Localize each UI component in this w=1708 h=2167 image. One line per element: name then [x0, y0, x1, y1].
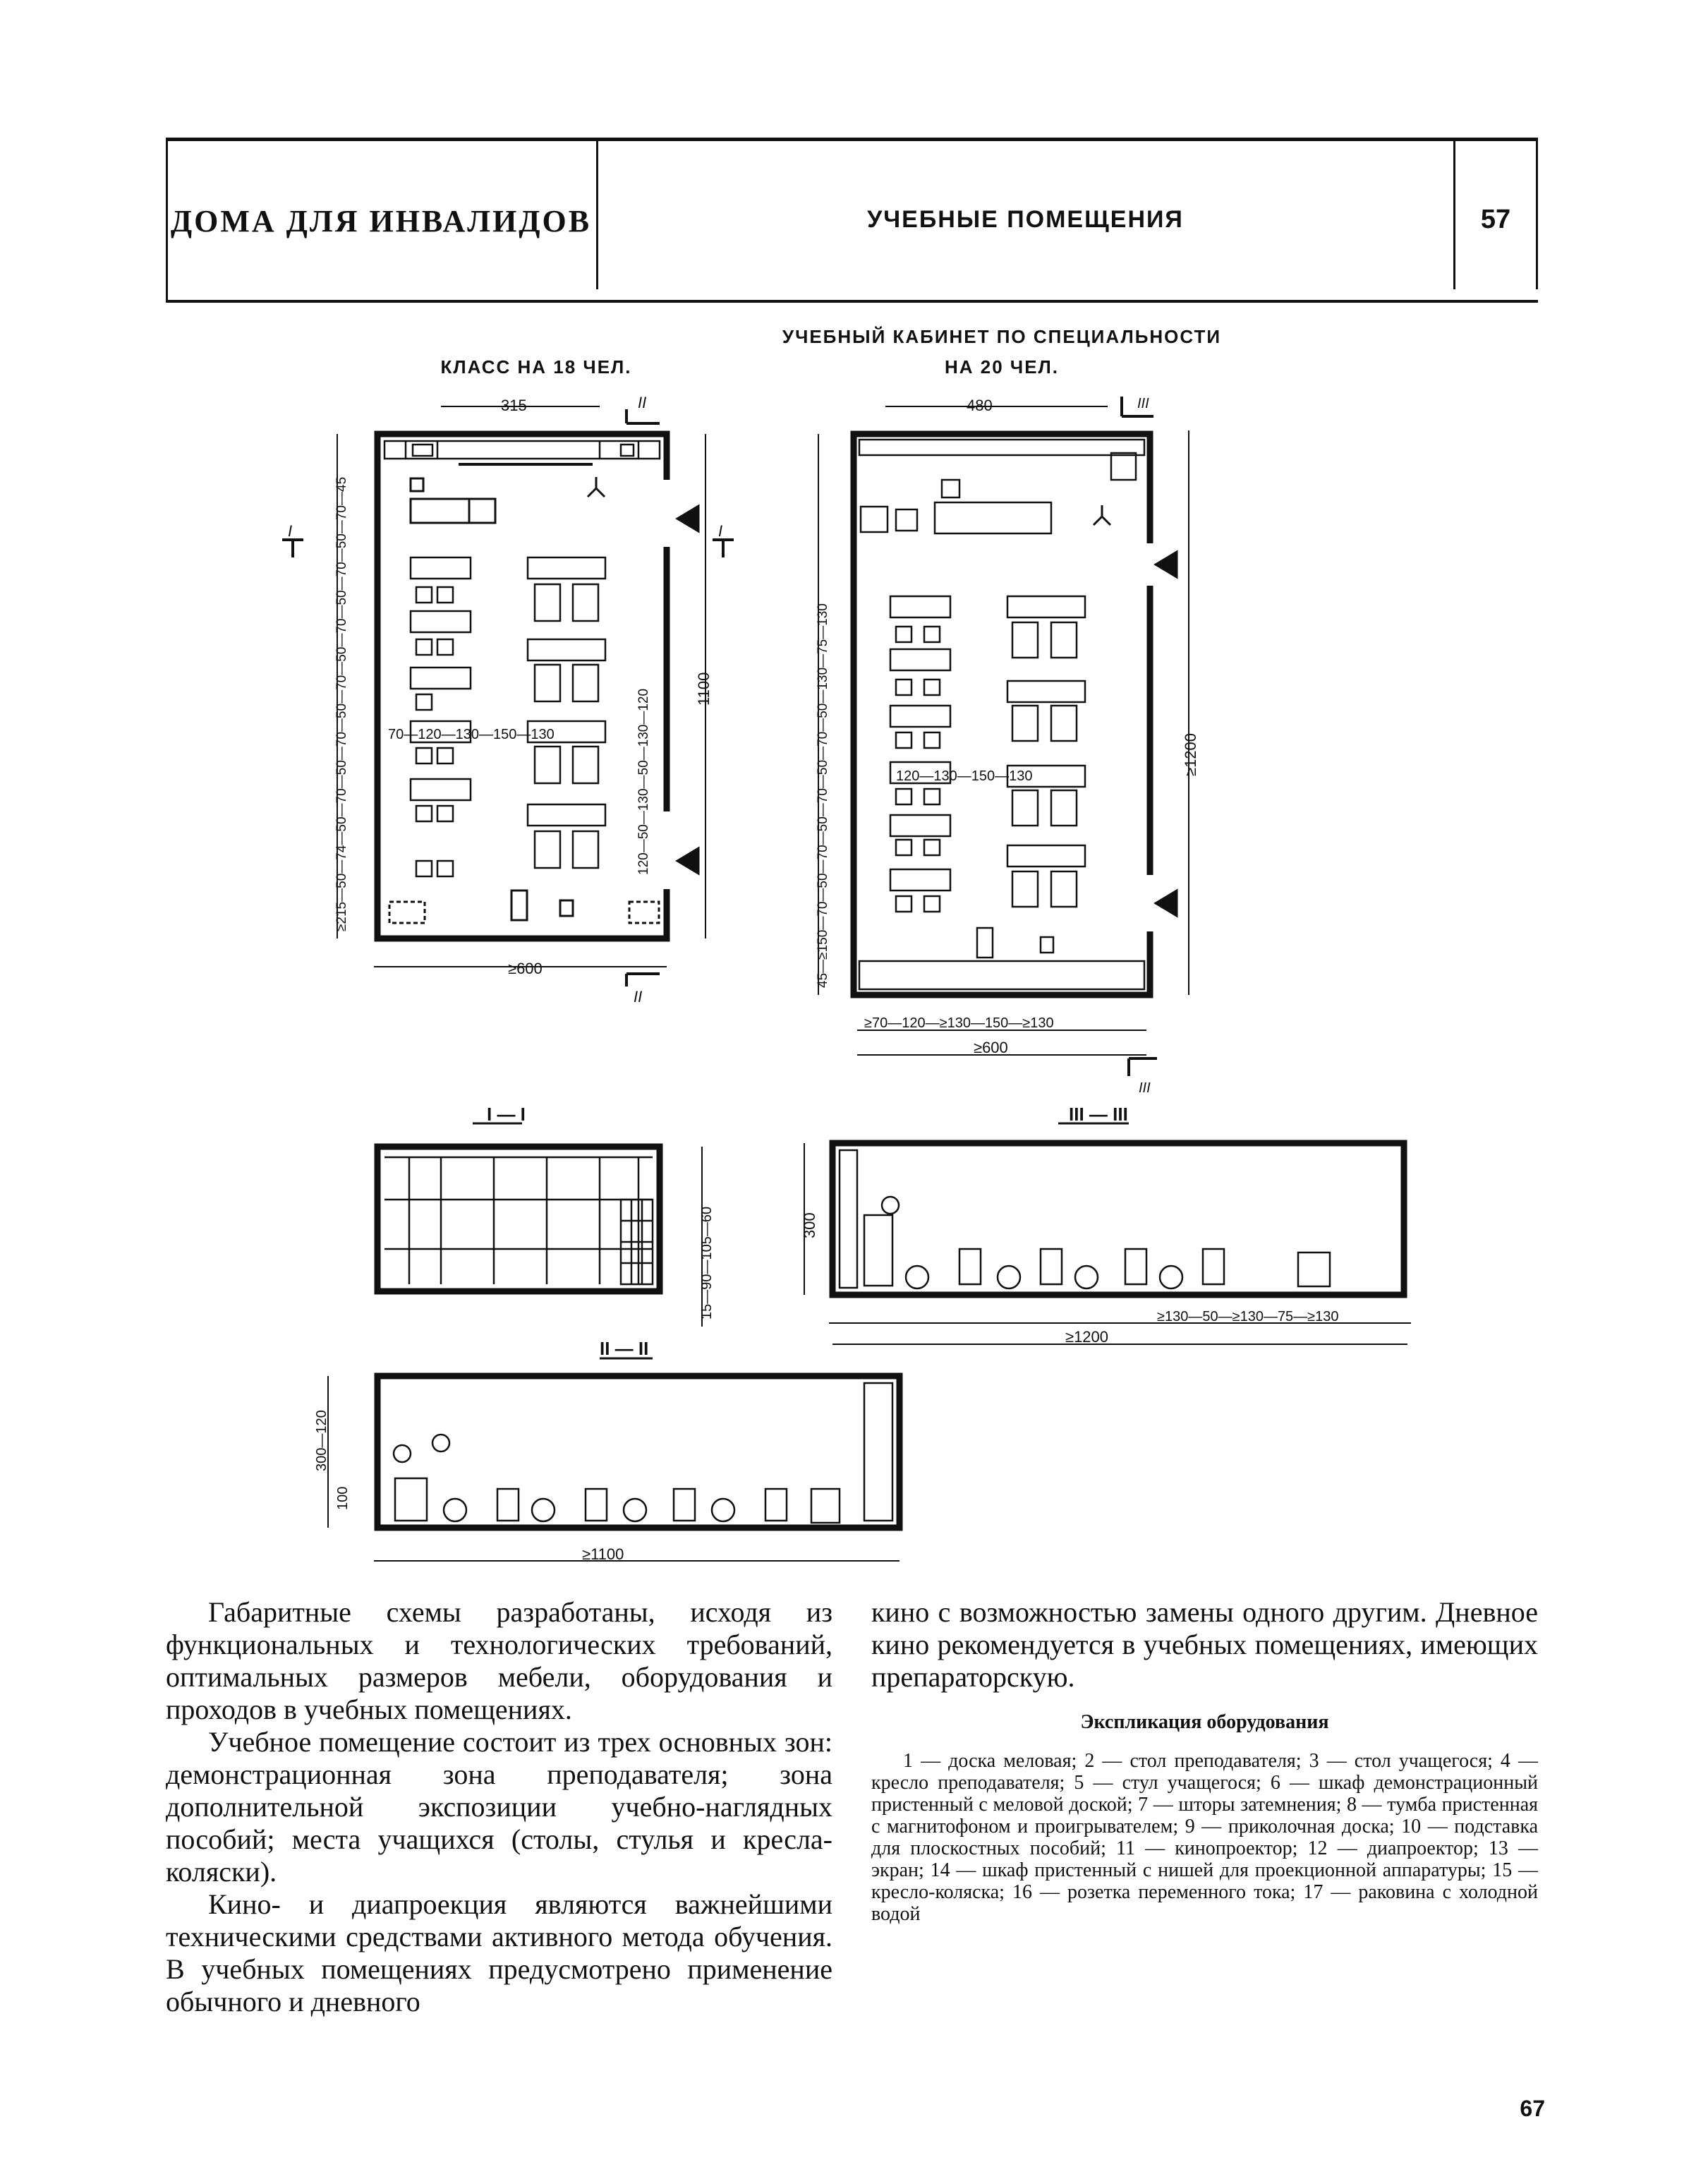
section-2-total: ≥1100 [582, 1545, 624, 1563]
text-right-column [871, 1596, 1538, 1694]
section-1-dims: 15—90—105—60 [699, 1206, 715, 1320]
cabinet-left-desks [890, 596, 950, 912]
left-paragraph-2: Учебное помещение состоит из трех основных зон: демонстрационная зона преподавателя; зона дополнительной экспозиции учебно-наглядных пособий; места учащихся (столы, стулья и кресла-коляски). [166, 1726, 832, 1888]
class-stand-icon [588, 477, 605, 497]
cabinet-dim-right-label: ≥1200 [1182, 732, 1199, 776]
class-dim-side-label: 120—50—130—50—130—120 [636, 688, 651, 875]
class-caption: КЛАСС НА 18 ЧЕЛ. [440, 356, 632, 378]
class-right-desks [528, 557, 605, 868]
cabinet-tumba [861, 507, 888, 532]
cabinet-teacher-chair [942, 480, 959, 497]
cabinet-door-arrow-bottom [1156, 891, 1177, 916]
class-dim-row-label: 70—120—130—150—130 [388, 727, 555, 742]
section-2-2 [328, 1358, 900, 1561]
mark-i-right: I [718, 522, 723, 540]
class-dim-right-label: 1100 [695, 672, 713, 706]
mark-iii-top: III [1137, 396, 1149, 411]
cabinet-stand-icon [1094, 505, 1110, 525]
section-3-total: ≥1200 [1065, 1328, 1109, 1346]
class-teacher-desk [411, 499, 495, 523]
section-2-title: II — II [600, 1338, 649, 1359]
section-3-row: ≥130—50—≥130—75—≥130 [1157, 1309, 1339, 1324]
cabinet-dim-left-label: 45—≥150—70—50—70—50—70—50—70—50—130—75—130 [816, 603, 830, 988]
class-cabinet-row [384, 441, 660, 459]
explication-title: Экспликация оборудования [1080, 1711, 1329, 1733]
section-2-2-row [444, 1489, 840, 1523]
cabinet-sink [1111, 453, 1136, 480]
mark-i-left: I [288, 522, 293, 540]
class-cabinet-14 [389, 902, 425, 923]
cabinet-caption-line1: УЧЕБНЫЙ КАБИНЕТ ПО СПЕЦИАЛЬНОСТИ [782, 326, 1222, 347]
class-left-desks [411, 557, 471, 876]
cabinet-plan [818, 397, 1189, 1076]
header-center-title: УЧЕБНЫЕ ПОМЕЩЕНИЯ [867, 206, 1184, 233]
text-left-column [166, 1596, 832, 2018]
header-page-box: 57 [1480, 205, 1511, 234]
cabinet-caption-line2: НА 20 ЧЕЛ. [945, 356, 1059, 378]
section-3-title: III — III [1069, 1104, 1128, 1125]
cabinet-door-arrow-top [1156, 552, 1177, 577]
class-door-arrow-top [677, 506, 698, 531]
cabinet-teacher-desk [935, 502, 1051, 533]
class-dim-top-label: 315 [501, 397, 527, 414]
cabinet-right-desks [1007, 596, 1085, 907]
left-paragraph-3: Кино- и диапроекция являются важнейшими техническими средствами активного метода обучения. В учебных помещениях предусмотрено применение обычного и дневного [166, 1888, 832, 2017]
section-3-height: 300 [801, 1212, 818, 1238]
section-1-1 [377, 1123, 702, 1327]
mark-iii-bottom: III [1139, 1080, 1151, 1096]
class-dim-bottom-label: ≥600 [508, 960, 543, 977]
left-paragraph-1: Габаритные схемы разработаны, исходя из функциональных и технологических требований, оптимальных размеров мебели, оборудования и проходов в учебных помещениях. [166, 1596, 832, 1725]
cabinet-projector [977, 928, 993, 958]
class-dim-left-label: ≥215—50—74—50—70—50—70—50—70—50—70—50—70—50—70—45 [334, 476, 349, 931]
section-3-3-row [906, 1249, 1330, 1288]
class-projector [511, 891, 527, 920]
class-slide-projector [560, 900, 573, 916]
cabinet-bottom-cabinets [859, 961, 1144, 989]
section-2-height: 300—120 [314, 1410, 329, 1471]
header-left-title: ДОМА ДЛЯ ИНВАЛИДОВ [170, 204, 592, 239]
class-door-arrow-bottom [677, 848, 698, 874]
section-2-sub: 100 [335, 1486, 351, 1510]
section-1-title: I — I [487, 1104, 526, 1125]
class-teacher-chair [411, 478, 423, 491]
cabinet-dim-row-label: 120—130—150—130 [896, 768, 1033, 784]
cabinet-dim-bottom-row-label: ≥70—120—≥130—150—≥130 [864, 1015, 1054, 1031]
explication-body: 1 — доска меловая; 2 — стол преподавателя; 3 — стол учащегося; 4 — кресло преподавателя; 5 — стул учащегося; 6 — шкаф демонстрационный пристенный с меловой доской; 7 — шторы затемнения; 8 — тумба пристенная с магнитофоном и проигрывателем; 9 — приколочная доска; 10 — подставка для плоскостных пособий; 11 — кинопроектор; 12 — диапроектор; 13 — экран; 14 — шкаф пристенный с нишей для проекционной аппаратуры; 15 — кресло-коляска; 16 — розетка переменного тока; 17 — раковина с холодной водой [871, 1750, 1538, 1925]
right-paragraph: кино с возможностью замены одного другим. Дневное кино рекомендуется в учебных помещениях, имеющих препараторскую. [871, 1596, 1538, 1693]
class-plan [282, 406, 734, 986]
page-number: 67 [1520, 2096, 1545, 2121]
cabinet-dim-bottom-label: ≥600 [974, 1039, 1008, 1056]
mark-ii-top: II [638, 394, 647, 411]
cabinet-dim-top-label: 480 [967, 397, 993, 414]
mark-ii-bottom: II [634, 988, 643, 1006]
cabinet-slide-projector [1041, 937, 1053, 953]
